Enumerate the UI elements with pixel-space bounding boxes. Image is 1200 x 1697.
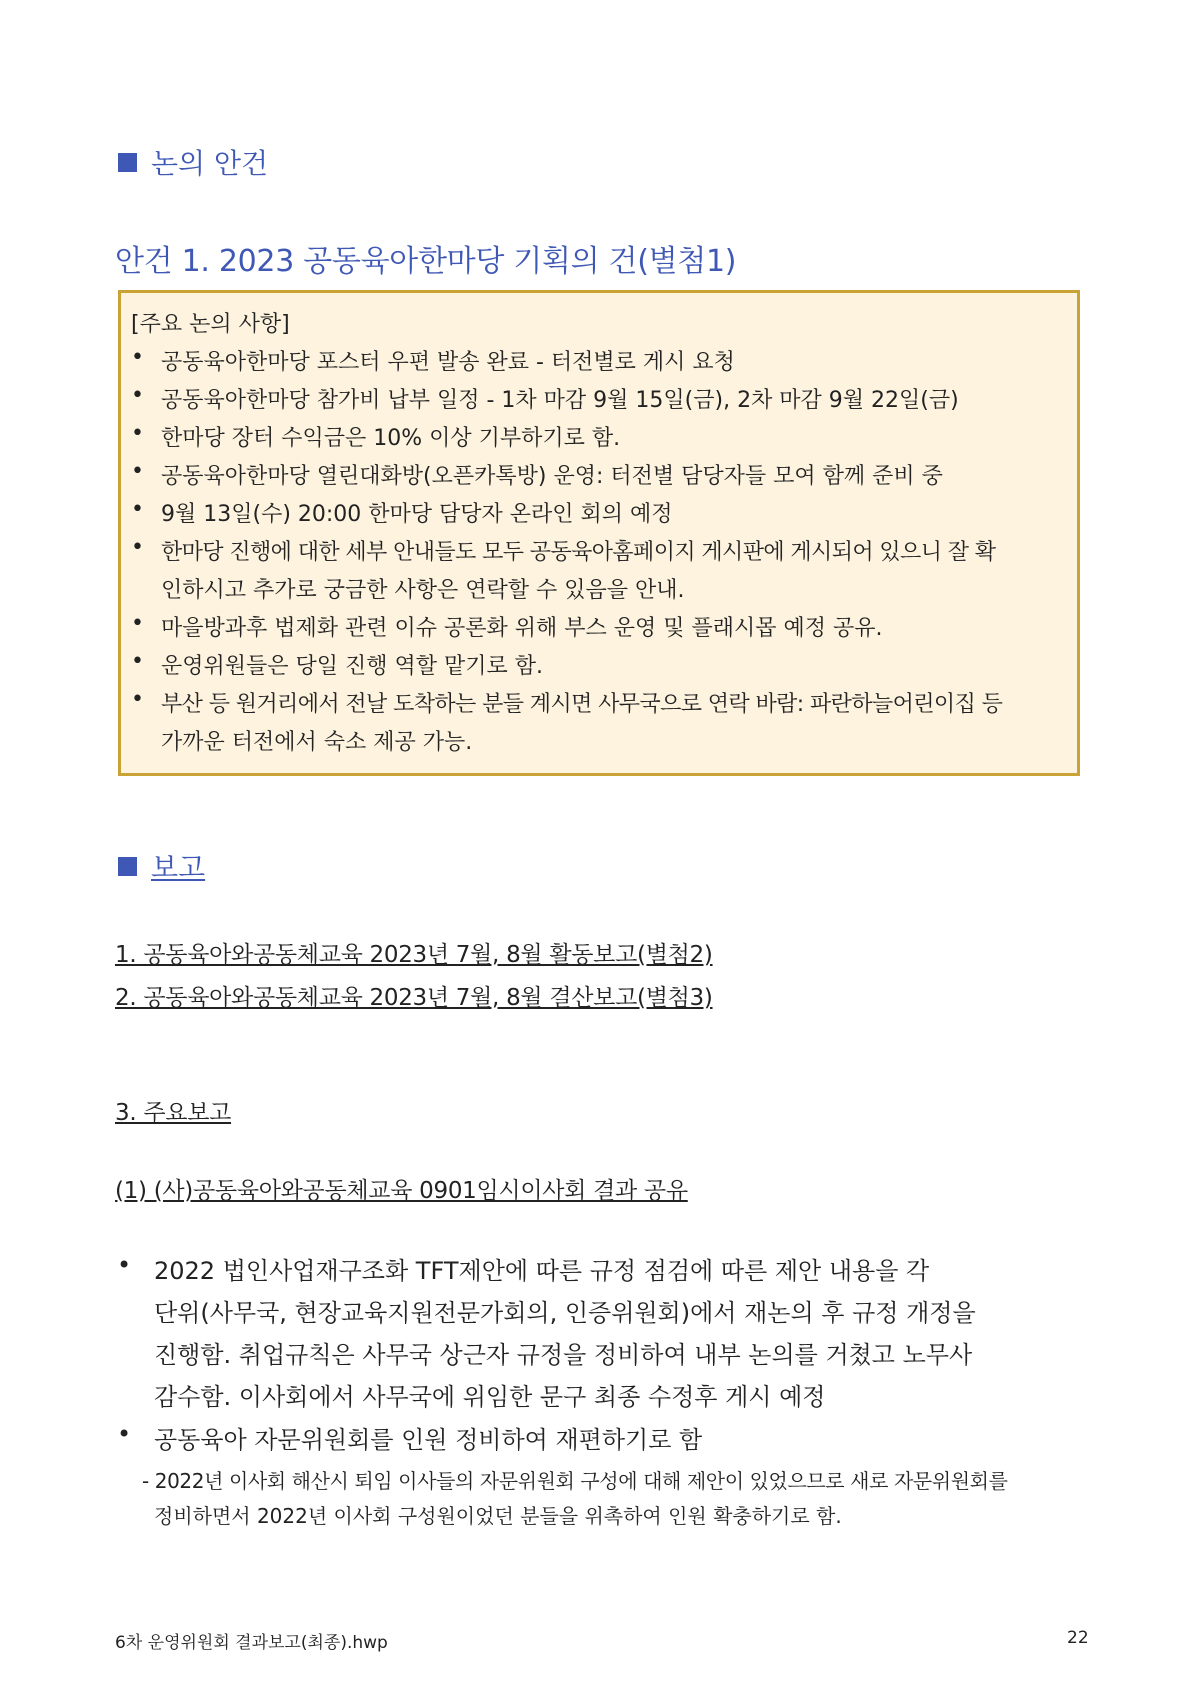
square-bullet-icon (118, 153, 137, 172)
agenda-title: 안건 1. 2023 공동육아한마당 기획의 건(별첨1) (115, 244, 737, 279)
body-line: 진행함. 취업규칙은 사무국 상근자 규정을 정비하여 내부 논의를 거쳤고 노무사 (154, 1341, 973, 1369)
box-header: [주요 논의 사항] (131, 312, 290, 337)
body-line: 감수함. 이사회에서 사무국에 위임한 문구 최종 수정후 게시 예정 (154, 1383, 826, 1411)
bullet-icon: • (131, 497, 144, 522)
bullet-icon: • (131, 611, 144, 636)
report-item-activity: 1. 공동육아와공동체교육 2023년 7월, 8월 활동보고(별첨2) (115, 942, 713, 968)
bullet-icon: • (117, 1420, 132, 1448)
footer-filename: 6차 운영위원회 결과보고(최종).hwp (115, 1633, 388, 1653)
body-line: 공동육아 자문위원회를 인원 정비하여 재편하기로 함 (154, 1426, 703, 1454)
bullet-icon: • (117, 1251, 132, 1279)
report-item-settlement: 2. 공동육아와공동체교육 2023년 7월, 8월 결산보고(별첨3) (115, 985, 713, 1011)
page-number: 22 (1067, 1628, 1089, 1648)
bullet-icon: • (131, 687, 144, 712)
discussion-box: [주요 논의 사항] • 공동육아한마당 포스터 우편 발송 완료 - 터전별로 게시 요청 • 공동육아한마당 참가비 납부 일정 - 1차 마감 9월 15일(금), 2차 마감 9월 22일(금) • 한마당 장터 수익금은 10% 이상 기부하기로 함. • 공동육아한마당 열린대화방(오픈카톡방) 운영: 터전별 담당자들 모여 함께 준비 중 • 9월 13일(수) 20:00 한마당 담당자 온라인 회의 예정 • 한마당 진행에 대한 세부 안내들도 모두 공동육아홈페이지 게시판에 게시되어 있으니 잘 확 인하시고 추가로 궁금한 사항은 연락할 수 있음을 안내. • 마을방과후 법제화 관련 이슈 공론화 위해 부스 운영 및 플래시몹 예정 공유. • 운영위원들은 당일 진행 역할 맡기로 함. • 부산 등 원거리에서 전날 도착하는 분들 계시면 사무국으로 연락 바람: 파란하늘어린이집 등 가까운 터전에서 숙소 제공 가능. (118, 290, 1080, 776)
report-heading (118, 846, 205, 886)
bullet-icon: • (131, 649, 144, 674)
sub-heading: (1) (사)공동육아와공동체교육 0901임시이사회 결과 공유 (115, 1178, 688, 1204)
discussion-heading-label: 논의 안건 (151, 147, 269, 180)
main-report-heading: 3. 주요보고 (115, 1100, 232, 1126)
square-bullet-icon (118, 857, 137, 876)
body-line: 단위(사무국, 현장교육지원전문가회의, 인증위원회)에서 재논의 후 규정 개정을 (154, 1299, 976, 1327)
dash-line: 정비하면서 2022년 이사회 구성원이었던 분들을 위촉하여 인원 확충하기로 함. (154, 1504, 842, 1528)
dash-line: - 2022년 이사회 해산시 퇴임 이사들의 자문위원회 구성에 대해 제안이 있었으므로 새로 자문위원회를 (142, 1469, 1008, 1493)
bullet-icon: • (131, 421, 144, 446)
discussion-heading (118, 142, 268, 182)
body-line: 2022 법인사업재구조화 TFT제안에 따른 규정 점검에 따른 제안 내용을 각 (154, 1257, 930, 1285)
bullet-icon: • (131, 345, 144, 370)
bullet-icon: • (131, 535, 144, 560)
bullet-icon: • (131, 383, 144, 408)
bullet-icon: • (131, 459, 144, 484)
report-heading-link[interactable]: 보고 (151, 851, 206, 884)
